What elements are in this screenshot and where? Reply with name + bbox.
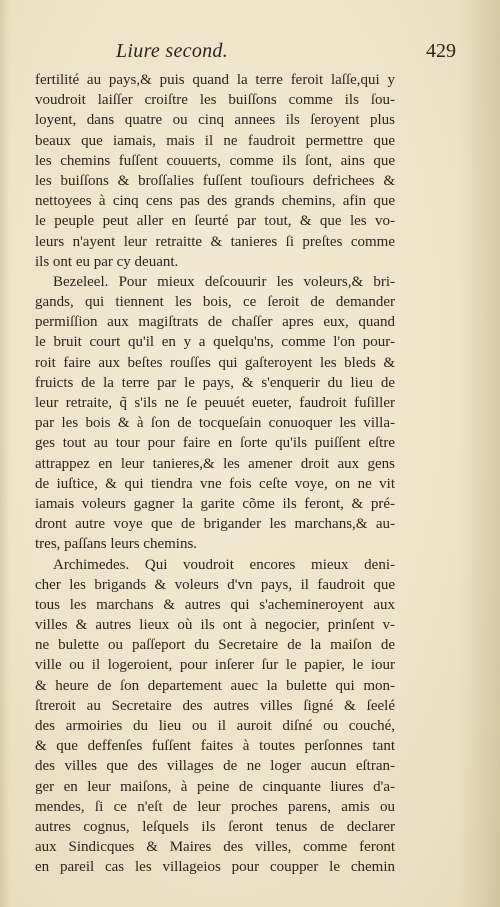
text-line: tres, paſſans leurs chemins. — [35, 536, 198, 553]
text-line: les chemins fuſſent couuerts, comme ils ſont, ains que — [35, 152, 395, 169]
text-line: ſtreroit au Secretaire des autres villes ſigné & ſeelé — [35, 697, 395, 714]
text-line: par les bois & à ſon de tocqueſain conuoquer les villa- — [35, 415, 395, 432]
text-line: tous les marchans & autres qui s'achemineroyent aux — [35, 596, 395, 613]
text-line: dront autre voye que de brigander les marchans,& au- — [35, 516, 395, 533]
text-line: cher les brigands & voleurs d'vn pays, il faudroit que — [35, 576, 395, 593]
text-line: leur retraite, q̃ s'ils ne ſe peuuét eueter, faudroit fuſiller — [35, 395, 395, 411]
text-line: loyent, dans quatre ou cinq annees ils ſeroyent plus — [35, 112, 395, 129]
text-line: ville ou il logeroient, pour inſerer ſur le papier, le iour — [35, 657, 395, 674]
text-line: les buiſſons & broſſalies fuſſent touſiours defrichees & — [35, 172, 395, 189]
text-line: beaux que iamais, mais il ne faudroit permettre que — [35, 132, 395, 149]
text-line: le peuple peut aller en ſeurté par tout, & que les vo- — [35, 213, 395, 230]
text-line: des armoiries du lieu ou il auroit diſné ou couché, — [35, 718, 395, 734]
text-line: & heure de ſon departement auec la bulette qui mon- — [35, 677, 395, 694]
speaker-paragraph-line: Bezeleel. Pour mieux deſcouurir les voleurs,& bri- — [53, 273, 395, 290]
text-line: attrappez en leur tanieres,& les amener droit aux gens — [35, 455, 395, 472]
text-line: ils ont eu par cy deuant. — [35, 253, 179, 270]
text-line: voudroit laiſſer croiſtre les buiſſons comme ils ſou- — [35, 92, 395, 109]
page-number: 429 — [426, 40, 456, 62]
text-line: roit faire aux beſtes rouſſes qui gaſteroyent les bleds & — [35, 354, 395, 371]
page-gutter-shadow — [460, 0, 500, 907]
text-line: ges tout au tour pour faire en ſorte qu'ils puiſſent eſtre — [35, 435, 395, 452]
text-line: fruicts de la terre par le pays, & s'enquerir du lieu de — [35, 374, 395, 391]
text-line: iamais voleurs gagner la garite cõme ils feront, & pré- — [35, 495, 395, 512]
text-line: fertilité au pays,& puis quand la terre feroit laſſe,qui y — [35, 72, 395, 88]
text-line: ne bulette ou paſſeport du Secretaire de la maiſon de — [35, 637, 395, 654]
text-block — [35, 70, 395, 878]
text-line: le bruit court qu'il en y a quelqu'ns, comme l'on pour- — [35, 334, 395, 351]
text-line: permiſſion aux magiſtrats de chaſſer apres eux, quand — [35, 314, 395, 331]
text-line: & que deffenſes fuſſent faites à toutes perſonnes tant — [35, 738, 395, 755]
text-line: aux Sindicques & Maires des villes, comme feront — [35, 839, 395, 856]
speaker-paragraph-line: Archimedes. Qui voudroit encores mieux deni- — [53, 556, 395, 573]
text-line: villes & autres lieux où ils ont à negocier, prinſent v- — [35, 617, 395, 634]
text-line: leurs n'ayent leur retraitte & tanieres ſi preſtes comme — [35, 233, 395, 250]
text-line: ger en leur maiſons, à peine de cinquante liures d'a- — [35, 778, 395, 795]
text-line: mendes, ſi ce n'eſt de leur proches parens, amis ou — [35, 798, 395, 815]
running-head — [0, 40, 500, 66]
running-title: Liure second. — [116, 40, 229, 62]
page-left-edge — [0, 0, 10, 907]
text-line: gands, qui tiennent les bois, ce ſeroit de demander — [35, 294, 395, 311]
text-line: de iuſtice, & qui tiendra vne fois ceſte voye, on ne vit — [35, 475, 395, 492]
text-line: nettoyees à cinq cens pas des grands chemins, afin que — [35, 193, 395, 210]
text-line: des villes que des villages de ne loger aucun eſtran- — [35, 758, 395, 775]
text-line: en pareil cas les villageios pour coupper le chemin — [35, 859, 395, 876]
text-line: autres cognus, leſquels ils ſeront tenus de declarer — [35, 818, 395, 835]
